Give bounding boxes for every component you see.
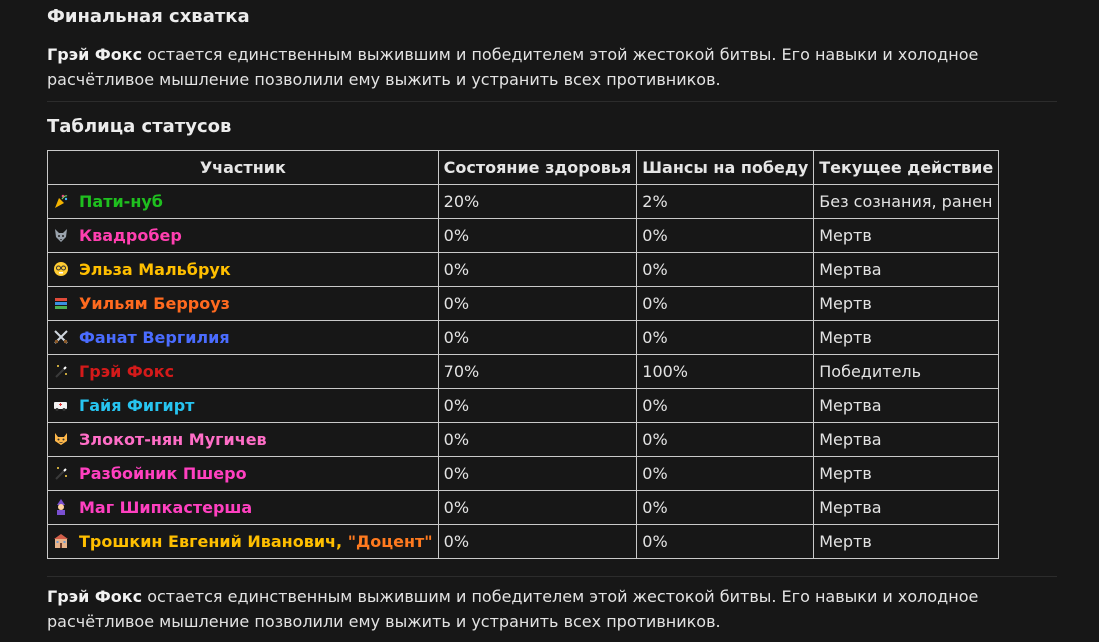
health-cell: 0% [438,389,637,423]
section-heading: Финальная схватка [47,6,250,27]
health-cell: 0% [438,253,637,287]
action-cell: Мертв [814,457,999,491]
participant-name: Маг Шипкастерша [79,498,253,517]
intro-winner-name: Грэй Фокс [47,45,143,64]
outro-text: остается единственным выжившим и победителем этой жестокой битвы. Его навыки и холодное расчётливое мышление позволили ему выжить и устранить всех противников. [47,587,979,631]
participant-cell [48,185,439,219]
participant-cell [48,491,439,525]
win-chance-cell: 0% [637,525,814,559]
intro-text: остается единственным выжившим и победителем этой жестокой битвы. Его навыки и холодное расчётливое мышление позволили ему выжить и устранить всех противников. [47,45,979,89]
health-cell: 20% [438,185,637,219]
table-row [48,253,999,287]
participant-cell [48,423,439,457]
table-row [48,321,999,355]
action-cell: Мертва [814,253,999,287]
table-row [48,525,999,559]
win-chance-cell: 0% [637,253,814,287]
participant-cell [48,525,439,559]
participant-cell [48,321,439,355]
magic-wand-icon [53,465,69,481]
header-chance: Шансы на победу [637,151,814,185]
win-chance-cell: 0% [637,423,814,457]
participant-name: Квадробер [79,226,182,245]
ambulance-icon [53,397,69,413]
action-cell: Мертв [814,525,999,559]
win-chance-cell: 100% [637,355,814,389]
win-chance-cell: 0% [637,491,814,525]
participant-name: Злокот-нян Мугичев [79,430,267,449]
table-row [48,423,999,457]
action-cell: Мертва [814,389,999,423]
action-cell: Без сознания, ранен [814,185,999,219]
health-cell: 0% [438,219,637,253]
table-row [48,185,999,219]
table-heading: Таблица статусов [47,116,232,137]
participant-nickname: "Доцент" [347,532,433,551]
table-row [48,355,999,389]
participant-cell [48,287,439,321]
divider [47,576,1057,577]
outro-winner-name: Грэй Фокс [47,587,143,606]
win-chance-cell: 0% [637,457,814,491]
participant-cell [48,355,439,389]
participant-name: Уильям Берроуз [79,294,230,313]
header-action: Текущее действие [814,151,999,185]
participant-cell [48,219,439,253]
win-chance-cell: 2% [637,185,814,219]
table-row [48,219,999,253]
mage-icon [53,499,69,515]
books-icon [53,295,69,311]
action-cell: Мертва [814,491,999,525]
health-cell: 0% [438,287,637,321]
wolf-icon [53,227,69,243]
participant-name: Гайя Фигирт [79,396,195,415]
crossed-swords-icon [53,329,69,345]
table-row [48,287,999,321]
action-cell: Мертв [814,219,999,253]
intro-paragraph [47,42,1077,92]
cat-face-icon [53,431,69,447]
win-chance-cell: 0% [637,321,814,355]
outro-paragraph [47,584,1077,634]
header-participant: Участник [48,151,439,185]
win-chance-cell: 0% [637,287,814,321]
table-row [48,491,999,525]
health-cell: 0% [438,491,637,525]
participant-cell [48,389,439,423]
school-icon [53,533,69,549]
win-chance-cell: 0% [637,389,814,423]
participant-name: Пати-нуб [79,192,163,211]
participant-name: Фанат Вергилия [79,328,230,347]
health-cell: 0% [438,525,637,559]
participant-cell [48,253,439,287]
participant-name: Разбойник Пшеро [79,464,247,483]
status-table [47,150,999,559]
participant-name: Эльза Мальбрук [79,260,231,279]
health-cell: 0% [438,321,637,355]
win-chance-cell: 0% [637,219,814,253]
divider [47,101,1057,102]
participant-name: Грэй Фокс [79,362,175,381]
table-header-row [48,151,999,185]
nerd-face-icon [53,261,69,277]
participant-name: Трошкин Евгений Иванович, [79,532,348,551]
magic-wand-icon [53,363,69,379]
party-popper-icon [53,193,69,209]
health-cell: 0% [438,423,637,457]
action-cell: Мертв [814,287,999,321]
participant-cell [48,457,439,491]
action-cell: Мертва [814,423,999,457]
health-cell: 0% [438,457,637,491]
action-cell: Победитель [814,355,999,389]
action-cell: Мертв [814,321,999,355]
table-row [48,389,999,423]
table-row [48,457,999,491]
health-cell: 70% [438,355,637,389]
header-health: Состояние здоровья [438,151,637,185]
